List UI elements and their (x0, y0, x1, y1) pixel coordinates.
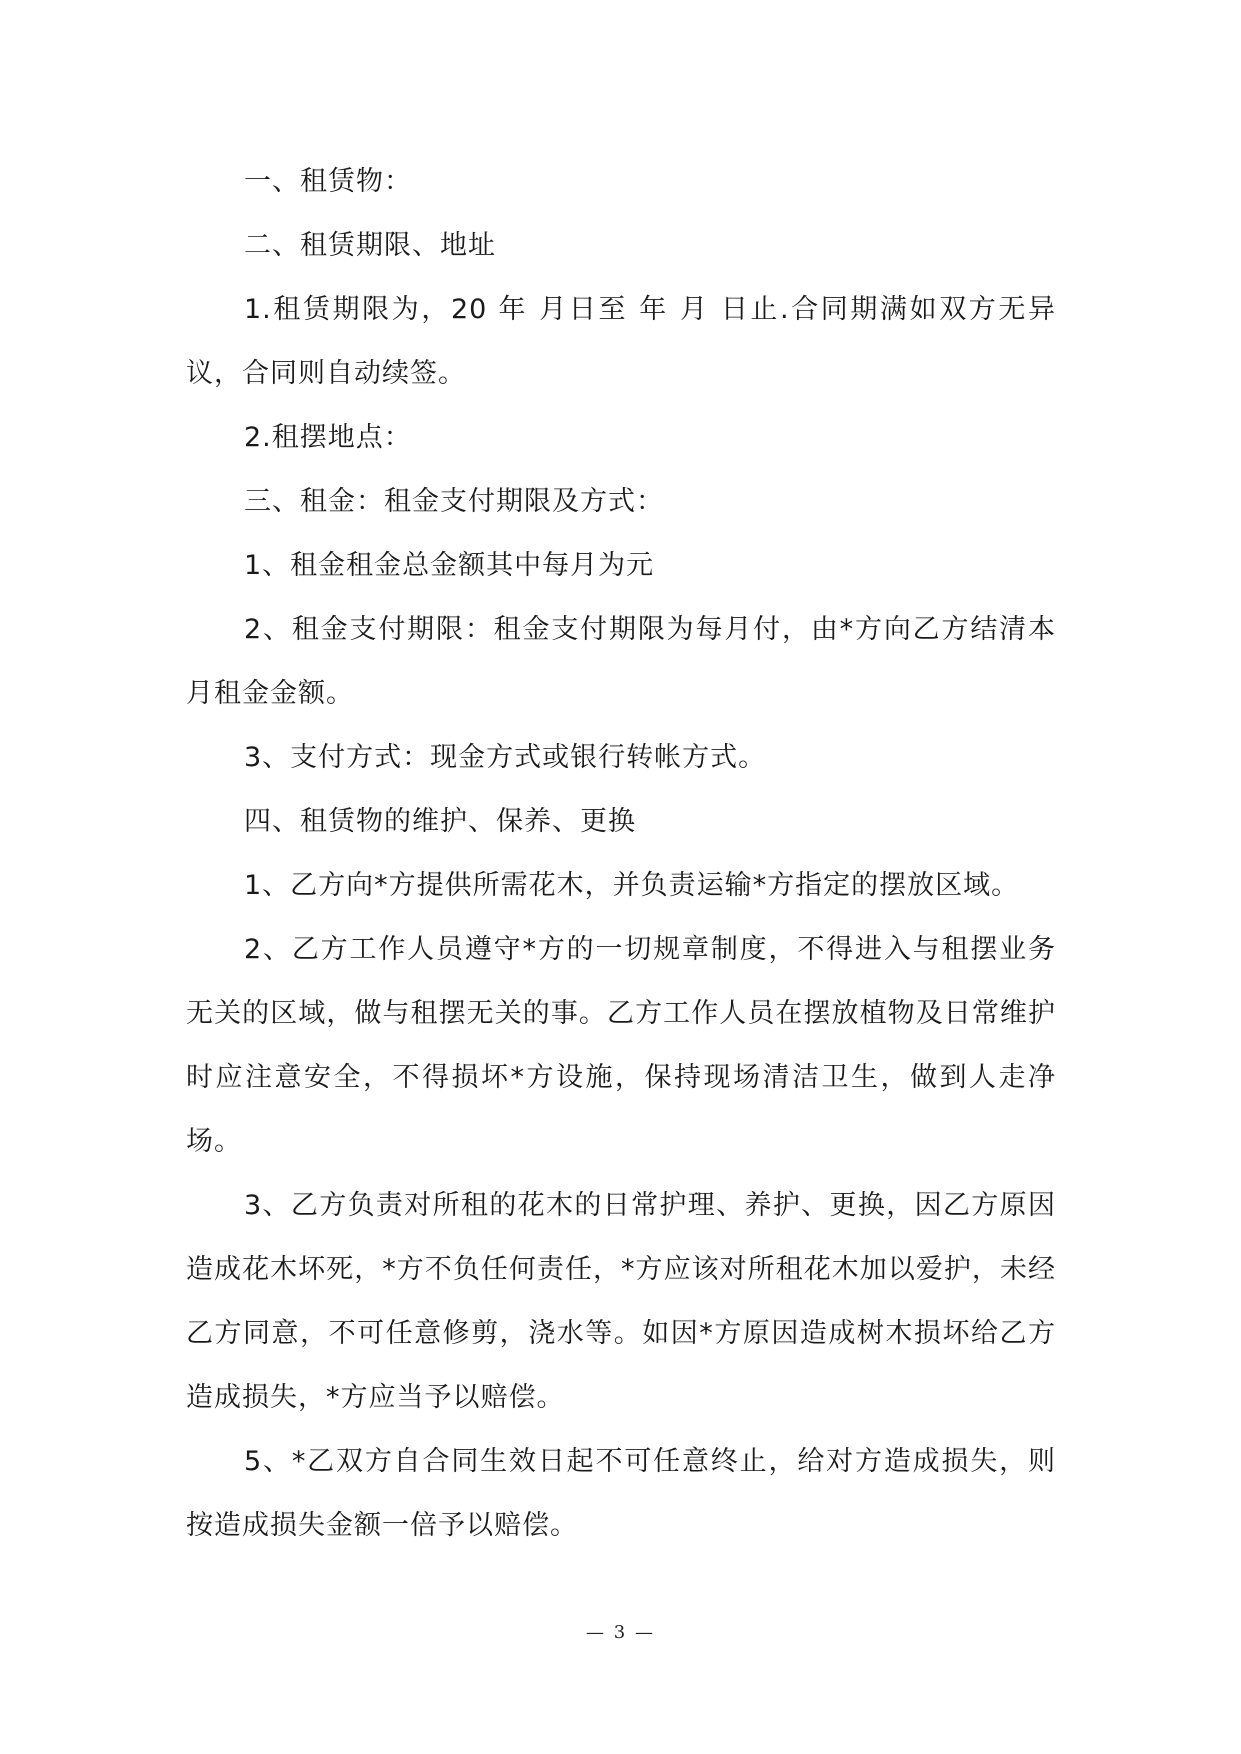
clause-supply: 1、乙方向*方提供所需花木，并负责运输*方指定的摆放区域。 (244, 870, 1020, 901)
clause-rent-amount: 1、租金租金总金额其中每月为元 (244, 550, 655, 581)
clause-staff-rules: 2、乙方工作人员遵守*方的一切规章制度，不得进入与租摆业务无关的区域，做与租摆无关的事。乙方工作人员在摆放植物及日常维护时应注意安全，不得损坏*方设施，保持现场清洁卫生，做到人走净场。 (186, 934, 1056, 1157)
clause-payment-period: 2、租金支付期限：租金支付期限为每月付，由*方向乙方结清本月租金金额。 (186, 614, 1056, 709)
clause-care: 3、乙方负责对所租的花木的日常护理、养护、更换，因乙方原因造成花木坏死，*方不负任何责任，*方应该对所租花木加以爱护，未经乙方同意，不可任意修剪，浇水等。如因*方原因造成树木损坏给乙方造成损失，*方应当予以赔偿。 (186, 1190, 1056, 1413)
section-heading-rent: 三、租金：租金支付期限及方式： (244, 486, 664, 517)
clause-lease-period: 1.租赁期限为，20 年 月日至 年 月 日止.合同期满如双方无异议，合同则自动续签。 (186, 294, 1056, 389)
clause-location: 2.租摆地点： (244, 422, 412, 453)
section-heading-lease-object: 一、租赁物： (244, 166, 412, 197)
section-heading-maintenance: 四、租赁物的维护、保养、更换 (244, 806, 636, 837)
page-number: — 3 — (586, 1622, 655, 1643)
clause-payment-method: 3、支付方式：现金方式或银行转帐方式。 (244, 742, 767, 773)
document-body (186, 150, 1056, 1558)
section-heading-lease-term: 二、租赁期限、地址 (244, 230, 496, 261)
clause-termination: 5、*乙双方自合同生效日起不可任意终止，给对方造成损失，则按造成损失金额一倍予以赔偿。 (186, 1446, 1056, 1541)
